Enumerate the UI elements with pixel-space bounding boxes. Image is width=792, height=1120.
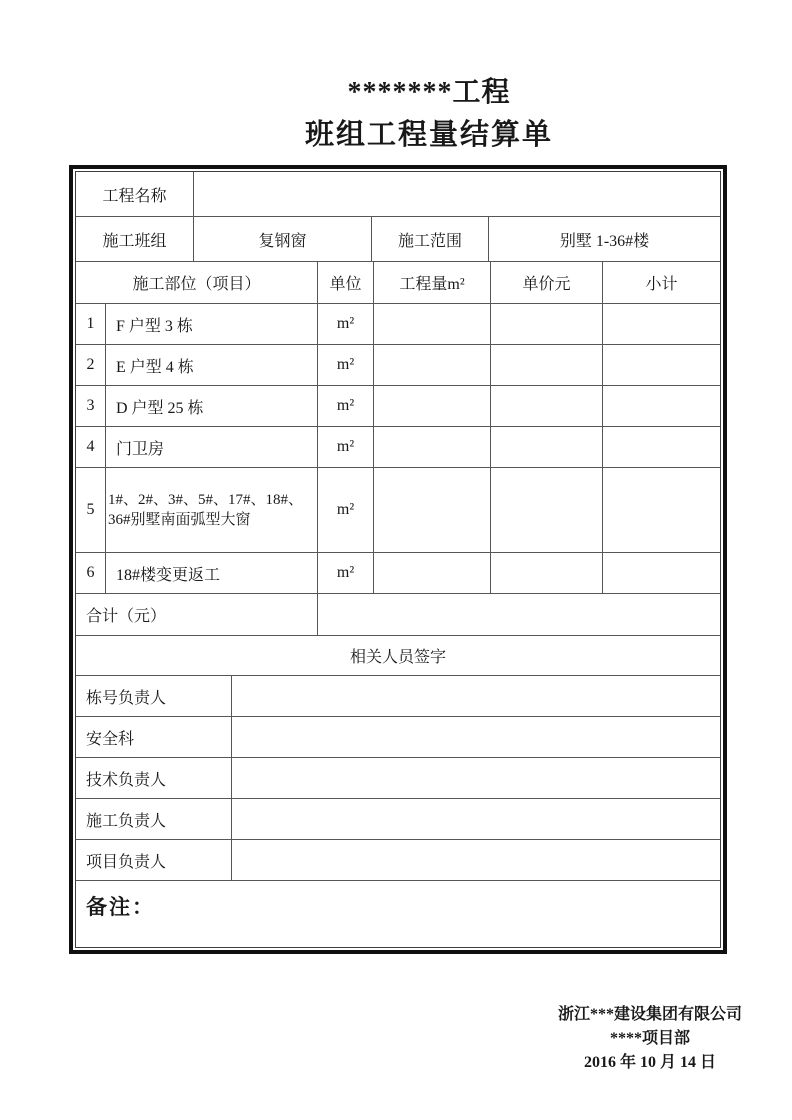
row-unit-price [491, 468, 603, 552]
row-unit-price [491, 304, 603, 344]
table-row [76, 386, 720, 427]
row-item: F 户型 3 栋 [106, 304, 318, 344]
row-number: 1 [76, 304, 106, 344]
row-unit-price [491, 427, 603, 467]
row-item: 1#、2#、3#、5#、17#、18#、36#别墅南面弧型大窗 [106, 468, 318, 552]
footer-department: ****项目部 [609, 1030, 690, 1047]
remarks-label: 备注： [86, 895, 155, 919]
footer [500, 1003, 792, 1075]
row-subtotal [603, 304, 720, 344]
row-unit-price [491, 345, 603, 385]
total-row [76, 594, 720, 636]
signature-row [76, 717, 720, 758]
settlement-table [69, 165, 727, 954]
team-scope-row [76, 217, 720, 262]
signature-row [76, 758, 720, 799]
header-item: 施工部位（项目） [76, 262, 318, 303]
footer-company: 浙江***建设集团有限公司 [557, 1006, 742, 1023]
signature-label: 安全科 [76, 717, 232, 757]
signature-label: 栋号负责人 [76, 676, 232, 716]
row-number: 6 [76, 553, 106, 593]
signature-value [232, 758, 720, 798]
team-label: 施工班组 [76, 217, 194, 261]
row-subtotal [603, 345, 720, 385]
header-subtotal: 小计 [645, 276, 678, 293]
row-quantity [374, 468, 491, 552]
signature-value [232, 676, 720, 716]
row-item: D 户型 25 栋 [106, 386, 318, 426]
row-unit: m² [318, 468, 374, 552]
row-subtotal [603, 553, 720, 593]
project-title: *******工程 [347, 77, 511, 108]
total-label: 合计（元） [76, 594, 318, 635]
table-row [76, 304, 720, 345]
row-quantity [374, 553, 491, 593]
table-row [76, 468, 720, 553]
table-row [76, 553, 720, 594]
project-name-label: 工程名称 [76, 172, 194, 216]
remarks-row [76, 881, 720, 947]
row-item: 18#楼变更返工 [106, 553, 318, 593]
row-subtotal [603, 427, 720, 467]
header-quantity: 工程量m² [374, 262, 491, 303]
document-title [0, 70, 792, 153]
row-number: 2 [76, 345, 106, 385]
row-number: 3 [76, 386, 106, 426]
row-number: 5 [76, 468, 106, 552]
row-unit: m² [318, 304, 374, 344]
scope-label: 施工范围 [372, 217, 489, 261]
project-name-value [194, 172, 720, 216]
signature-value [232, 799, 720, 839]
row-unit-price [491, 386, 603, 426]
row-unit-price [491, 553, 603, 593]
signature-row [76, 676, 720, 717]
header-unit: 单位 [318, 262, 374, 303]
column-header-row [76, 262, 720, 304]
row-unit: m² [318, 427, 374, 467]
signature-row [76, 799, 720, 840]
row-quantity [374, 427, 491, 467]
row-quantity [374, 345, 491, 385]
row-subtotal [603, 468, 720, 552]
signature-value [232, 717, 720, 757]
project-name-row [76, 172, 720, 217]
header-unit-price: 单价元 [491, 262, 603, 303]
row-item: E 户型 4 栋 [106, 345, 318, 385]
signature-label: 技术负责人 [76, 758, 232, 798]
signature-label: 施工负责人 [76, 799, 232, 839]
signature-row [76, 840, 720, 881]
row-unit: m² [318, 386, 374, 426]
form-title: 班组工程量结算单 [304, 119, 553, 151]
row-number: 4 [76, 427, 106, 467]
table-row [76, 427, 720, 468]
signature-section-row [76, 636, 720, 676]
footer-date: 2016 年 10 月 14 日 [583, 1054, 716, 1071]
row-unit: m² [318, 345, 374, 385]
row-subtotal [603, 386, 720, 426]
signature-label: 项目负责人 [76, 840, 232, 880]
table-row [76, 345, 720, 386]
settlement-table-grid [75, 171, 721, 948]
team-value: 复钢窗 [194, 217, 372, 261]
total-value [318, 594, 720, 635]
row-item: 门卫房 [106, 427, 318, 467]
signature-value [232, 840, 720, 880]
row-unit: m² [318, 553, 374, 593]
signature-section-title: 相关人员签字 [349, 649, 446, 666]
scope-value: 别墅 1-36#楼 [559, 232, 650, 250]
row-quantity [374, 304, 491, 344]
row-quantity [374, 386, 491, 426]
